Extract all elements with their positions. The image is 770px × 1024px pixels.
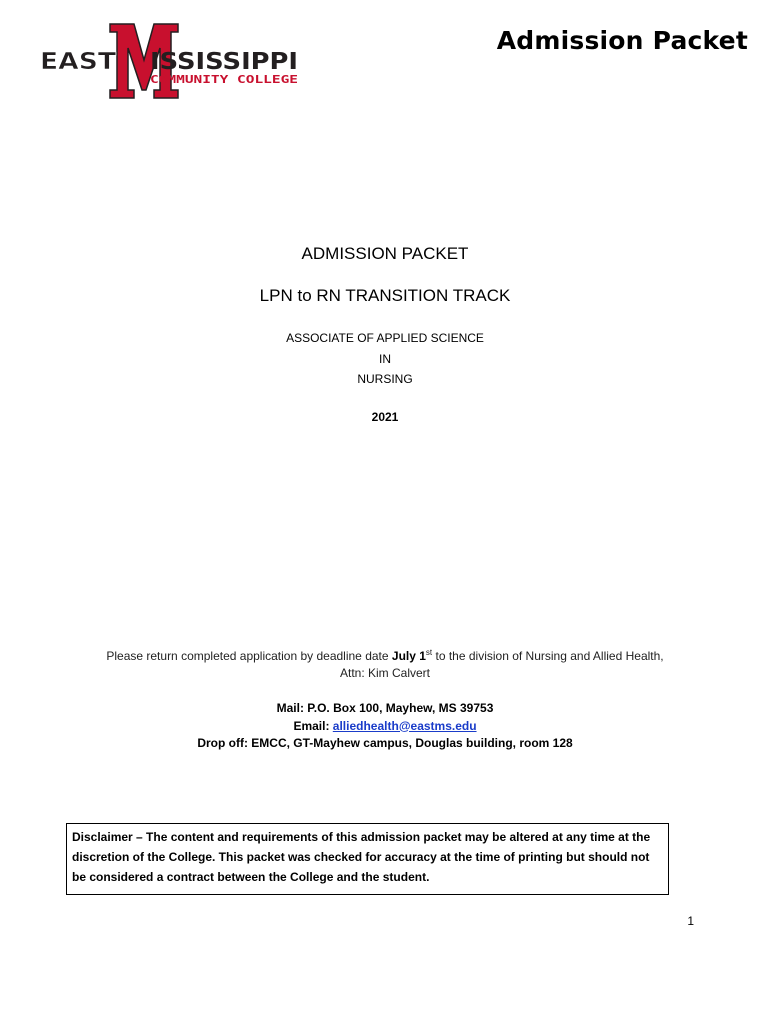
degree-line: ASSOCIATE OF APPLIED SCIENCE: [286, 331, 484, 345]
header-title: Admission Packet: [496, 26, 748, 55]
instructions-suffix: to the division of Nursing and Allied Health,: [432, 649, 664, 663]
college-logo: [38, 20, 300, 100]
track-title: LPN to RN TRANSITION TRACK: [259, 286, 511, 305]
packet-title: ADMISSION PACKET: [301, 244, 469, 263]
degree-block: [0, 328, 770, 390]
email-label: Email:: [293, 718, 333, 733]
instructions-prefix: Please return completed application by deadline date: [106, 649, 392, 663]
packet-year: 2021: [371, 410, 399, 424]
logo-mississippi-text: ISSISSIPPI: [150, 49, 298, 75]
attention-line: Attn: Kim Calvert: [339, 666, 431, 680]
logo-east-text: EAST: [40, 49, 117, 75]
instructions-line: [0, 648, 770, 665]
contact-block: [0, 700, 770, 753]
email-link[interactable]: alliedhealth@eastms.edu: [332, 718, 477, 733]
mail-address: Mail: P.O. Box 100, Mayhew, MS 39753: [276, 701, 494, 715]
deadline-suffix: st: [425, 648, 433, 657]
degree-line: IN: [379, 351, 391, 366]
email-line: [0, 718, 770, 736]
deadline-date: July 1: [391, 649, 426, 663]
dropoff-location: Drop off: EMCC, GT-Mayhew campus, Douglas building, room 128: [197, 736, 573, 750]
logo-community-college-text: COMMUNITY COLLEGE: [150, 73, 298, 86]
college-logo-graphic: [38, 20, 300, 100]
degree-line: NURSING: [357, 372, 413, 386]
disclaimer-box: Disclaimer – The content and requirements of this admission packet may be altered at any time at the discretion of the College. This packet was checked for accuracy at the time of printing but should not be considered a contract between the College and the student.: [66, 823, 669, 895]
return-instructions: [0, 648, 770, 682]
page-number: 1: [687, 914, 694, 928]
